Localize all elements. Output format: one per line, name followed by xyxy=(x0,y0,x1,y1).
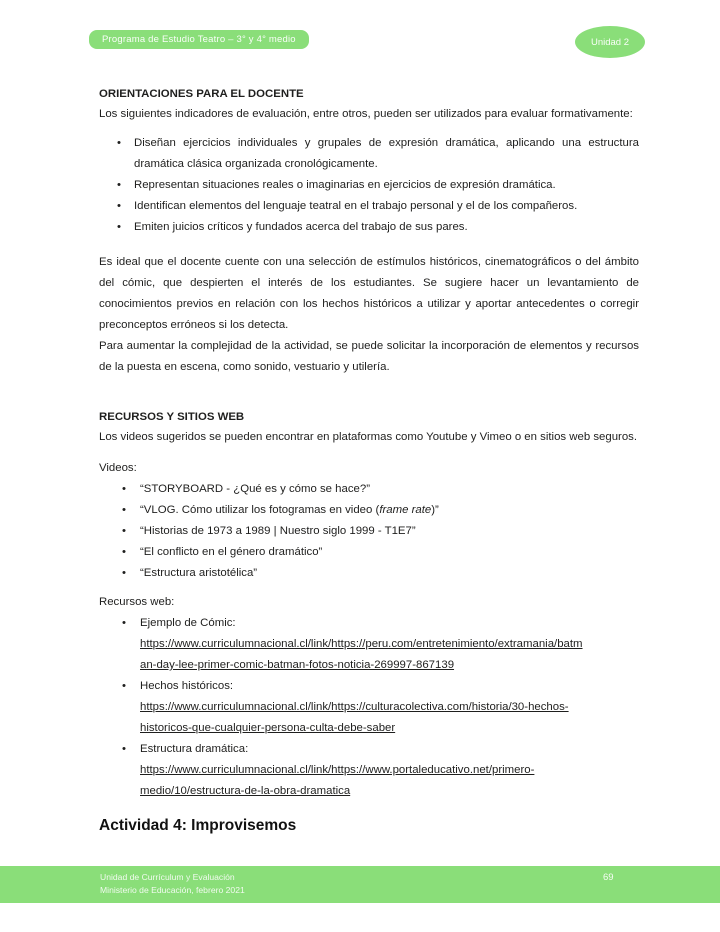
list-item xyxy=(122,739,639,802)
page-number: 69 xyxy=(603,872,614,883)
footer-organization xyxy=(100,871,245,897)
video-title-italic: frame rate xyxy=(379,504,432,516)
web-resources-list xyxy=(122,613,639,802)
videos-list xyxy=(122,479,639,584)
list-item xyxy=(122,500,639,521)
footer-org-line1: Unidad de Currículum y Evaluación xyxy=(100,872,235,882)
list-item: • “STORYBOARD - ¿Qué es y cómo se hace?” xyxy=(122,479,639,500)
web-resource-link[interactable]: historicos-que-cualquier-persona-culta-debe-saber xyxy=(140,722,396,734)
list-item: • “Estructura aristotélica” xyxy=(122,563,639,584)
list-item: • Identifican elementos del lenguaje teatral en el trabajo personal y el de los compañeros. xyxy=(117,196,639,217)
activity-heading: Actividad 4: Improvisemos xyxy=(99,817,297,834)
indicator-list xyxy=(117,133,639,238)
list-item: • “Historias de 1973 a 1989 | Nuestro siglo 1999 - T1E7” xyxy=(122,521,639,542)
web-resource-link[interactable]: https://www.curriculumnacional.cl/link/https://www.portaleducativo.net/primero- xyxy=(140,764,535,776)
web-resource-link[interactable]: https://www.curriculumnacional.cl/link/https://culturacolectiva.com/historia/30-hechos- xyxy=(140,701,569,713)
recursos-intro: Los videos sugeridos se pueden encontrar en plataformas como Youtube y Vimeo o en sitios web seguros. xyxy=(99,431,638,443)
orientaciones-paragraph-2: Para aumentar la complejidad de la actividad, se puede solicitar la incorporación de elementos y recursos de la puesta en escena, como sonido, vestuario y utilería. xyxy=(99,340,639,373)
web-resource-link[interactable]: an-day-lee-primer-comic-batman-fotos-noticia-269997-867139 xyxy=(140,659,455,671)
list-item: • “El conflicto en el género dramático” xyxy=(122,542,639,563)
web-resources-label: Recursos web: xyxy=(99,596,175,608)
list-item: • Representan situaciones reales o imaginarias en ejercicios de expresión dramática. xyxy=(117,175,639,196)
footer-bar xyxy=(0,866,720,903)
web-resource-label: Hechos históricos: xyxy=(140,680,234,692)
section-title-orientaciones: ORIENTACIONES PARA EL DOCENTE xyxy=(99,88,304,100)
list-item xyxy=(122,613,639,676)
web-resource-label: Estructura dramática: xyxy=(140,743,249,755)
web-resource-link[interactable]: medio/10/estructura-de-la-obra-dramatica xyxy=(140,785,351,797)
videos-label: Videos: xyxy=(99,462,137,474)
unit-badge: Unidad 2 xyxy=(575,26,645,58)
program-badge: Programa de Estudio Teatro – 3° y 4° medio xyxy=(89,30,309,49)
list-item xyxy=(122,676,639,739)
footer-org-line2: Ministerio de Educación, febrero 2021 xyxy=(100,885,245,895)
web-resource-link[interactable]: https://www.curriculumnacional.cl/link/https://peru.com/entretenimiento/extramania/batm xyxy=(140,638,583,650)
video-title-pre: “VLOG. Cómo utilizar los fotogramas en video ( xyxy=(140,504,380,516)
section-title-recursos: RECURSOS Y SITIOS WEB xyxy=(99,411,245,423)
list-item: • Emiten juicios críticos y fundados acerca del trabajo de sus pares. xyxy=(117,217,639,238)
orientaciones-intro: Los siguientes indicadores de evaluación, entre otros, pueden ser utilizados para evaluar formativamente: xyxy=(99,108,633,120)
orientaciones-paragraph-1: Es ideal que el docente cuente con una selección de estímulos históricos, cinematográficos o del ámbito del cómic, que despierten el interés de los estudiantes. Se sugiere hacer un levantamiento de conocimientos previos en relación con los hechos históricos a utilizar y aportar antecedentes o corregir preconceptos erróneos si los detecta. xyxy=(99,256,639,331)
page-content xyxy=(99,84,639,837)
list-item: • Diseñan ejercicios individuales y grupales de expresión dramática, aplicando una estructura dramática clásica organizada cronológicamente. xyxy=(117,133,639,175)
video-title-post: )” xyxy=(431,504,439,516)
web-resource-label: Ejemplo de Cómic: xyxy=(140,617,236,629)
